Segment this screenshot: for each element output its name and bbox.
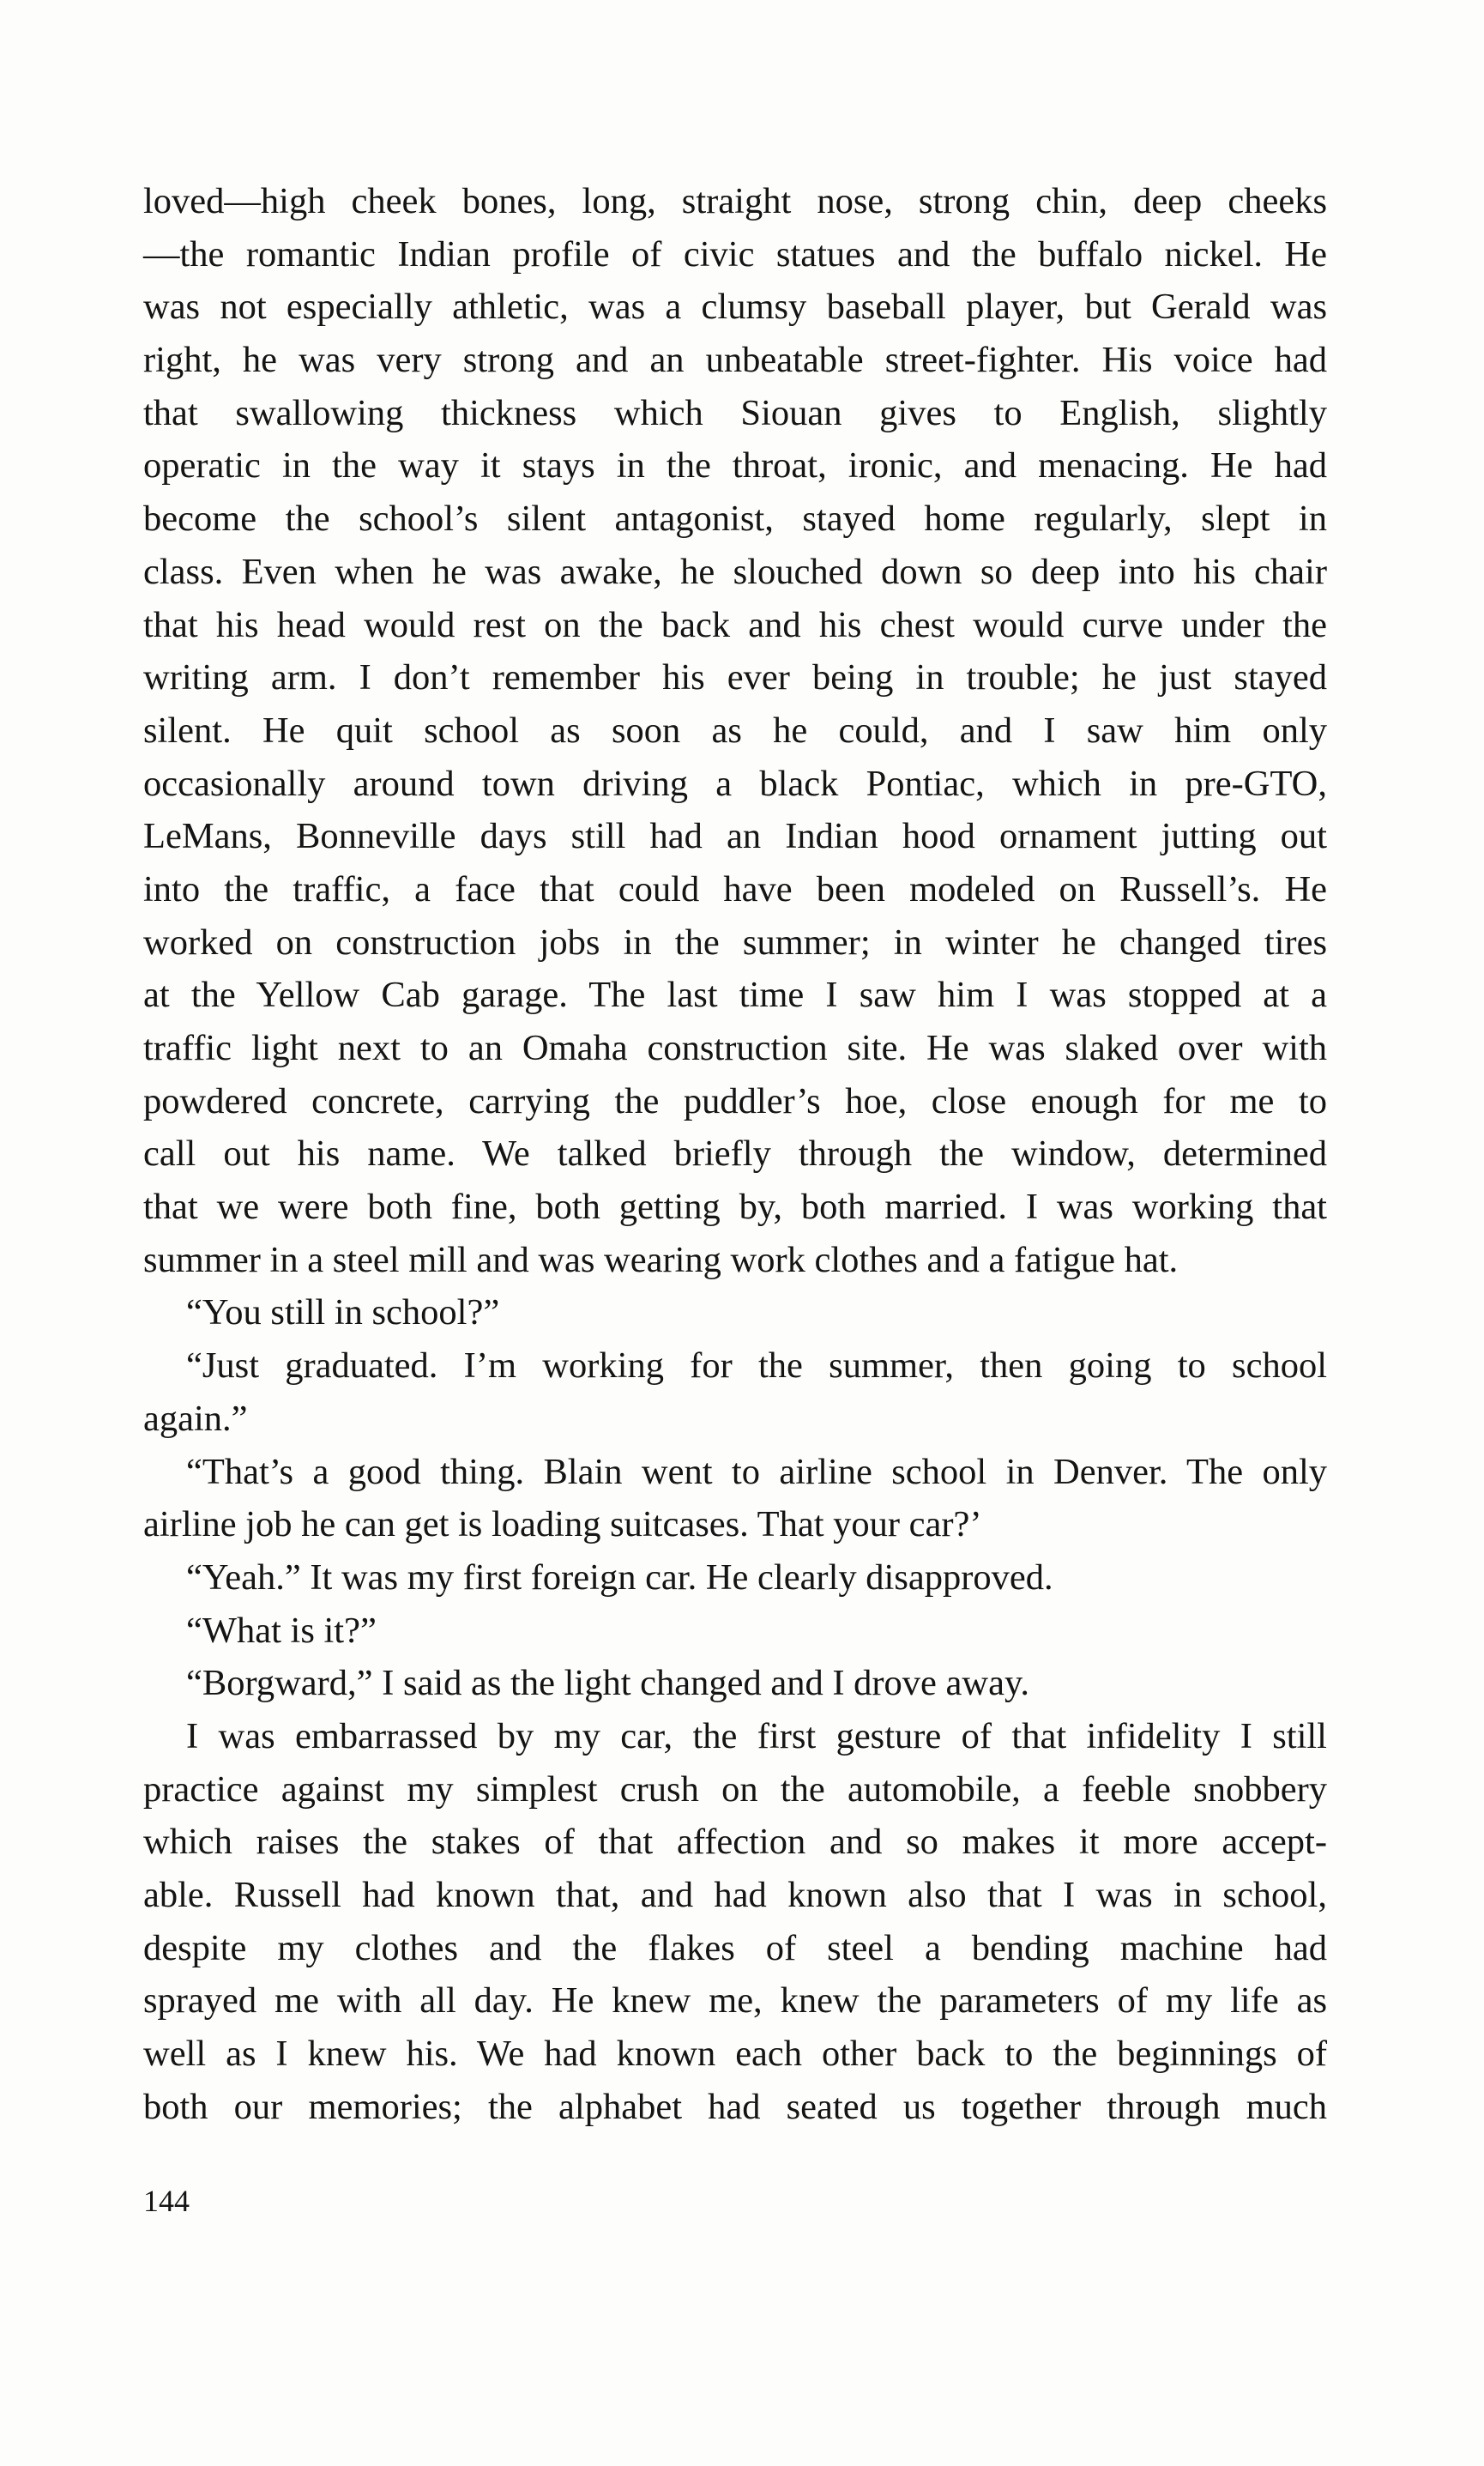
text-line: both our memories; the alphabet had seated us together through much bbox=[143, 2086, 1327, 2127]
text-line: occasionally around town driving a black Pontiac, which in pre-GTO, bbox=[143, 763, 1327, 804]
text-line: sprayed me with all day. He knew me, knew the parameters of my life as bbox=[143, 1980, 1327, 2022]
dialogue-line: “Borgward,” I said as the light changed and I drove away. bbox=[186, 1663, 1030, 1704]
text-line: LeMans, Bonneville days still had an Indian hood ornament jutting out bbox=[143, 816, 1327, 857]
text-line: worked on construction jobs in the summer; in winter he changed tires bbox=[143, 922, 1327, 963]
text-line: that we were both fine, both getting by, both married. I was working that bbox=[143, 1187, 1327, 1228]
text-line: class. Even when he was awake, he slouched down so deep into his chair bbox=[143, 551, 1327, 592]
text-line: despite my clothes and the flakes of steel a bending machine had bbox=[143, 1927, 1327, 1968]
page-number: 144 bbox=[143, 2184, 190, 2218]
text-line: writing arm. I don’t remember his ever being in trouble; he just stayed bbox=[143, 657, 1327, 698]
text-line: into the traffic, a face that could have been modeled on Russell’s. He bbox=[143, 868, 1327, 910]
text-line: become the school’s silent antagonist, stayed home regularly, slept in bbox=[143, 499, 1327, 540]
text-line: well as I knew his. We had known each other back to the beginnings of bbox=[143, 2034, 1327, 2075]
dialogue-line: “Yeah.” It was my first foreign car. He clearly disapproved. bbox=[186, 1556, 1053, 1598]
text-line: call out his name. We talked briefly through the window, determined bbox=[143, 1133, 1327, 1175]
text-line: at the Yellow Cab garage. The last time I saw him I was stopped at a bbox=[143, 975, 1327, 1016]
dialogue-line: “What is it?” bbox=[186, 1610, 377, 1651]
text-line: operatic in the way it stays in the throat, ironic, and menacing. He had bbox=[143, 445, 1327, 487]
dialogue-line: “You still in school?” bbox=[186, 1292, 500, 1333]
text-line: was not especially athletic, was a clumsy baseball player, but Gerald was bbox=[143, 287, 1327, 328]
text-line: able. Russell had known that, and had known also that I was in school, bbox=[143, 1875, 1327, 1915]
paragraph-first-line: I was embarrassed by my car, the first gesture of that infidelity I still bbox=[186, 1715, 1327, 1756]
text-line: that swallowing thickness which Siouan gives to English, slightly bbox=[143, 392, 1327, 433]
text-line: traffic light next to an Omaha construction site. He was slaked over with bbox=[143, 1028, 1327, 1068]
text-line: —the romantic Indian profile of civic statues and the buffalo nickel. He bbox=[143, 233, 1327, 275]
text-line: right, he was very strong and an unbeatable street-fighter. His voice had bbox=[143, 340, 1327, 381]
text-line: powdered concrete, carrying the puddler’s hoe, close enough for me to bbox=[143, 1080, 1327, 1121]
text-line: again.” bbox=[143, 1398, 248, 1439]
text-line: that his head would rest on the back and his chest would curve under the bbox=[143, 604, 1327, 645]
text-line: which raises the stakes of that affection and so makes it more accept- bbox=[143, 1822, 1327, 1863]
dialogue-line: “That’s a good thing. Blain went to airline school in Denver. The only bbox=[186, 1451, 1327, 1492]
text-line: summer in a steel mill and was wearing work clothes and a fatigue hat. bbox=[143, 1239, 1179, 1280]
dialogue-line: “Just graduated. I’m working for the summer, then going to school bbox=[186, 1345, 1327, 1387]
text-line: loved—high cheek bones, long, straight nose, strong chin, deep cheeks bbox=[143, 181, 1327, 221]
text-line: airline job he can get is loading suitcases. That your car?’ bbox=[143, 1504, 982, 1545]
text-line: silent. He quit school as soon as he could, and I saw him only bbox=[143, 710, 1327, 751]
text-line: practice against my simplest crush on the automobile, a feeble snobbery bbox=[143, 1768, 1327, 1810]
body-text bbox=[143, 175, 1327, 2133]
